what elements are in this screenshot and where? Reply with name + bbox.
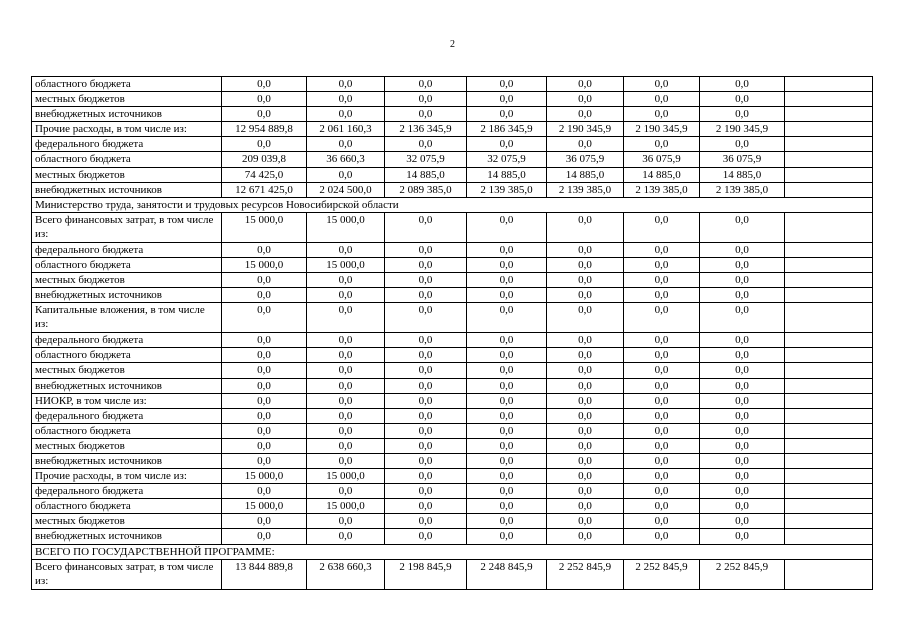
value-cell: 0,0 bbox=[222, 137, 307, 152]
value-cell: 32 075,9 bbox=[467, 152, 547, 167]
value-cell: 0,0 bbox=[624, 423, 700, 438]
value-cell bbox=[785, 77, 873, 92]
value-cell: 0,0 bbox=[467, 273, 547, 288]
table-row bbox=[32, 514, 873, 529]
value-cell: 0,0 bbox=[467, 529, 547, 544]
value-cell: 0,0 bbox=[222, 514, 307, 529]
value-cell: 0,0 bbox=[467, 348, 547, 363]
table-row bbox=[32, 348, 873, 363]
value-cell: 0,0 bbox=[307, 484, 385, 499]
value-cell: 0,0 bbox=[624, 273, 700, 288]
row-label: внебюджетных источников bbox=[32, 529, 222, 544]
value-cell: 0,0 bbox=[700, 529, 785, 544]
value-cell: 0,0 bbox=[547, 348, 624, 363]
value-cell: 0,0 bbox=[624, 303, 700, 333]
value-cell: 0,0 bbox=[467, 288, 547, 303]
value-cell: 0,0 bbox=[700, 438, 785, 453]
value-cell bbox=[785, 438, 873, 453]
value-cell: 0,0 bbox=[385, 92, 467, 107]
value-cell: 0,0 bbox=[307, 333, 385, 348]
value-cell: 0,0 bbox=[467, 378, 547, 393]
value-cell: 15 000,0 bbox=[222, 499, 307, 514]
row-label: областного бюджета bbox=[32, 77, 222, 92]
value-cell: 0,0 bbox=[547, 469, 624, 484]
row-label: областного бюджета bbox=[32, 348, 222, 363]
value-cell: 0,0 bbox=[467, 438, 547, 453]
value-cell: 15 000,0 bbox=[307, 257, 385, 272]
value-cell: 0,0 bbox=[547, 408, 624, 423]
value-cell bbox=[785, 333, 873, 348]
value-cell: 0,0 bbox=[385, 303, 467, 333]
value-cell: 0,0 bbox=[547, 212, 624, 242]
row-label: местных бюджетов bbox=[32, 92, 222, 107]
value-cell bbox=[785, 167, 873, 182]
row-label: внебюджетных источников bbox=[32, 182, 222, 197]
value-cell: 0,0 bbox=[307, 514, 385, 529]
value-cell: 0,0 bbox=[547, 529, 624, 544]
value-cell: 209 039,8 bbox=[222, 152, 307, 167]
budget-table bbox=[31, 76, 873, 590]
value-cell: 36 660,3 bbox=[307, 152, 385, 167]
value-cell: 0,0 bbox=[222, 303, 307, 333]
value-cell: 0,0 bbox=[624, 514, 700, 529]
value-cell: 2 252 845,9 bbox=[700, 559, 785, 589]
table-row bbox=[32, 257, 873, 272]
value-cell: 0,0 bbox=[700, 363, 785, 378]
table-row bbox=[32, 122, 873, 137]
value-cell: 0,0 bbox=[385, 453, 467, 468]
value-cell: 0,0 bbox=[624, 92, 700, 107]
value-cell bbox=[785, 303, 873, 333]
value-cell: 0,0 bbox=[547, 303, 624, 333]
row-label: НИОКР, в том числе из: bbox=[32, 393, 222, 408]
value-cell: 0,0 bbox=[624, 378, 700, 393]
value-cell: 0,0 bbox=[547, 77, 624, 92]
value-cell: 2 190 345,9 bbox=[547, 122, 624, 137]
row-label: местных бюджетов bbox=[32, 438, 222, 453]
value-cell: 0,0 bbox=[700, 288, 785, 303]
value-cell: 0,0 bbox=[385, 438, 467, 453]
value-cell: 0,0 bbox=[307, 378, 385, 393]
value-cell: 0,0 bbox=[467, 408, 547, 423]
table-row bbox=[32, 288, 873, 303]
value-cell: 2 139 385,0 bbox=[547, 182, 624, 197]
value-cell: 0,0 bbox=[700, 333, 785, 348]
value-cell bbox=[785, 242, 873, 257]
value-cell: 0,0 bbox=[307, 438, 385, 453]
value-cell: 0,0 bbox=[700, 137, 785, 152]
value-cell: 0,0 bbox=[700, 77, 785, 92]
row-label: Капитальные вложения, в том числе из: bbox=[32, 303, 222, 333]
value-cell bbox=[785, 408, 873, 423]
value-cell: 0,0 bbox=[700, 484, 785, 499]
table-row bbox=[32, 529, 873, 544]
value-cell: 0,0 bbox=[547, 137, 624, 152]
value-cell: 0,0 bbox=[700, 212, 785, 242]
value-cell: 0,0 bbox=[624, 348, 700, 363]
value-cell: 0,0 bbox=[385, 484, 467, 499]
value-cell: 0,0 bbox=[307, 363, 385, 378]
value-cell: 2 638 660,3 bbox=[307, 559, 385, 589]
value-cell: 0,0 bbox=[307, 77, 385, 92]
value-cell: 32 075,9 bbox=[385, 152, 467, 167]
row-label: Всего финансовых затрат, в том числе из: bbox=[32, 559, 222, 589]
row-label: местных бюджетов bbox=[32, 363, 222, 378]
value-cell bbox=[785, 107, 873, 122]
table-row bbox=[32, 167, 873, 182]
table-row bbox=[32, 408, 873, 423]
value-cell: 0,0 bbox=[700, 499, 785, 514]
table-row bbox=[32, 378, 873, 393]
row-label: областного бюджета bbox=[32, 423, 222, 438]
value-cell: 2 089 385,0 bbox=[385, 182, 467, 197]
table-row bbox=[32, 438, 873, 453]
value-cell: 0,0 bbox=[385, 514, 467, 529]
value-cell: 0,0 bbox=[307, 167, 385, 182]
value-cell: 0,0 bbox=[307, 137, 385, 152]
value-cell: 0,0 bbox=[700, 469, 785, 484]
value-cell: 0,0 bbox=[222, 273, 307, 288]
value-cell: 0,0 bbox=[385, 408, 467, 423]
section-title: Министерство труда, занятости и трудовых ресурсов Новосибирской области bbox=[32, 197, 873, 212]
table-row bbox=[32, 77, 873, 92]
value-cell: 0,0 bbox=[547, 484, 624, 499]
value-cell: 0,0 bbox=[467, 77, 547, 92]
value-cell: 0,0 bbox=[385, 273, 467, 288]
row-label: областного бюджета bbox=[32, 257, 222, 272]
value-cell: 0,0 bbox=[467, 92, 547, 107]
value-cell: 2 252 845,9 bbox=[547, 559, 624, 589]
section-row bbox=[32, 197, 873, 212]
value-cell: 0,0 bbox=[307, 423, 385, 438]
table-row bbox=[32, 453, 873, 468]
value-cell: 0,0 bbox=[467, 212, 547, 242]
value-cell: 0,0 bbox=[307, 107, 385, 122]
value-cell: 0,0 bbox=[222, 378, 307, 393]
value-cell: 0,0 bbox=[700, 393, 785, 408]
table-row bbox=[32, 137, 873, 152]
value-cell: 2 248 845,9 bbox=[467, 559, 547, 589]
value-cell: 0,0 bbox=[624, 469, 700, 484]
value-cell bbox=[785, 453, 873, 468]
value-cell: 2 198 845,9 bbox=[385, 559, 467, 589]
table-row bbox=[32, 212, 873, 242]
value-cell: 2 186 345,9 bbox=[467, 122, 547, 137]
value-cell: 0,0 bbox=[385, 378, 467, 393]
value-cell: 0,0 bbox=[624, 137, 700, 152]
value-cell: 0,0 bbox=[700, 107, 785, 122]
table-row bbox=[32, 92, 873, 107]
value-cell: 12 954 889,8 bbox=[222, 122, 307, 137]
row-label: местных бюджетов bbox=[32, 167, 222, 182]
value-cell: 0,0 bbox=[547, 363, 624, 378]
value-cell: 74 425,0 bbox=[222, 167, 307, 182]
value-cell: 0,0 bbox=[467, 423, 547, 438]
value-cell: 0,0 bbox=[222, 77, 307, 92]
value-cell: 0,0 bbox=[700, 273, 785, 288]
value-cell: 0,0 bbox=[467, 469, 547, 484]
table-row bbox=[32, 363, 873, 378]
value-cell: 0,0 bbox=[547, 333, 624, 348]
value-cell: 0,0 bbox=[624, 484, 700, 499]
value-cell: 0,0 bbox=[547, 393, 624, 408]
row-label: федерального бюджета bbox=[32, 333, 222, 348]
value-cell: 0,0 bbox=[467, 303, 547, 333]
row-label: федерального бюджета bbox=[32, 484, 222, 499]
row-label: внебюджетных источников bbox=[32, 378, 222, 393]
value-cell: 0,0 bbox=[547, 273, 624, 288]
row-label: Прочие расходы, в том числе из: bbox=[32, 122, 222, 137]
row-label: местных бюджетов bbox=[32, 514, 222, 529]
value-cell: 0,0 bbox=[385, 363, 467, 378]
value-cell: 0,0 bbox=[547, 92, 624, 107]
row-label: областного бюджета bbox=[32, 499, 222, 514]
row-label: областного бюджета bbox=[32, 152, 222, 167]
value-cell: 2 190 345,9 bbox=[700, 122, 785, 137]
value-cell: 0,0 bbox=[222, 107, 307, 122]
value-cell bbox=[785, 529, 873, 544]
value-cell: 0,0 bbox=[547, 257, 624, 272]
value-cell: 0,0 bbox=[624, 499, 700, 514]
value-cell bbox=[785, 92, 873, 107]
value-cell: 0,0 bbox=[385, 212, 467, 242]
value-cell: 0,0 bbox=[222, 423, 307, 438]
value-cell: 0,0 bbox=[700, 257, 785, 272]
value-cell: 0,0 bbox=[467, 242, 547, 257]
value-cell bbox=[785, 378, 873, 393]
value-cell: 0,0 bbox=[467, 257, 547, 272]
value-cell: 0,0 bbox=[222, 529, 307, 544]
value-cell bbox=[785, 499, 873, 514]
value-cell: 15 000,0 bbox=[222, 212, 307, 242]
value-cell: 15 000,0 bbox=[222, 469, 307, 484]
value-cell: 2 139 385,0 bbox=[700, 182, 785, 197]
section-title: ВСЕГО ПО ГОСУДАРСТВЕННОЙ ПРОГРАММЕ: bbox=[32, 544, 873, 559]
table-row bbox=[32, 423, 873, 438]
value-cell: 0,0 bbox=[222, 92, 307, 107]
row-label: внебюджетных источников bbox=[32, 453, 222, 468]
value-cell: 2 024 500,0 bbox=[307, 182, 385, 197]
value-cell: 0,0 bbox=[624, 393, 700, 408]
value-cell bbox=[785, 212, 873, 242]
table-row bbox=[32, 182, 873, 197]
value-cell: 0,0 bbox=[700, 408, 785, 423]
table-row bbox=[32, 273, 873, 288]
table-row bbox=[32, 303, 873, 333]
value-cell: 0,0 bbox=[385, 469, 467, 484]
value-cell: 0,0 bbox=[385, 348, 467, 363]
value-cell: 0,0 bbox=[700, 423, 785, 438]
value-cell: 0,0 bbox=[467, 363, 547, 378]
value-cell: 15 000,0 bbox=[307, 212, 385, 242]
value-cell: 0,0 bbox=[385, 393, 467, 408]
row-label: внебюджетных источников bbox=[32, 107, 222, 122]
value-cell: 15 000,0 bbox=[307, 469, 385, 484]
value-cell: 0,0 bbox=[385, 288, 467, 303]
value-cell: 0,0 bbox=[222, 333, 307, 348]
value-cell: 0,0 bbox=[624, 288, 700, 303]
value-cell: 14 885,0 bbox=[700, 167, 785, 182]
table-row bbox=[32, 559, 873, 589]
table-row bbox=[32, 469, 873, 484]
value-cell: 0,0 bbox=[385, 137, 467, 152]
value-cell: 0,0 bbox=[700, 242, 785, 257]
value-cell: 14 885,0 bbox=[467, 167, 547, 182]
value-cell: 0,0 bbox=[222, 438, 307, 453]
row-label: внебюджетных источников bbox=[32, 288, 222, 303]
value-cell: 0,0 bbox=[700, 92, 785, 107]
value-cell: 2 139 385,0 bbox=[624, 182, 700, 197]
value-cell: 0,0 bbox=[547, 107, 624, 122]
value-cell: 0,0 bbox=[467, 333, 547, 348]
value-cell: 36 075,9 bbox=[547, 152, 624, 167]
value-cell: 0,0 bbox=[467, 107, 547, 122]
value-cell: 0,0 bbox=[624, 107, 700, 122]
value-cell: 0,0 bbox=[385, 333, 467, 348]
value-cell: 0,0 bbox=[624, 333, 700, 348]
value-cell: 0,0 bbox=[547, 438, 624, 453]
value-cell: 0,0 bbox=[467, 514, 547, 529]
value-cell: 12 671 425,0 bbox=[222, 182, 307, 197]
value-cell: 0,0 bbox=[547, 242, 624, 257]
value-cell: 0,0 bbox=[307, 348, 385, 363]
value-cell: 0,0 bbox=[547, 288, 624, 303]
value-cell: 14 885,0 bbox=[624, 167, 700, 182]
value-cell: 0,0 bbox=[700, 378, 785, 393]
value-cell: 2 139 385,0 bbox=[467, 182, 547, 197]
row-label: Прочие расходы, в том числе из: bbox=[32, 469, 222, 484]
value-cell bbox=[785, 484, 873, 499]
value-cell: 15 000,0 bbox=[222, 257, 307, 272]
table-row bbox=[32, 242, 873, 257]
value-cell: 0,0 bbox=[467, 393, 547, 408]
value-cell: 0,0 bbox=[385, 529, 467, 544]
value-cell: 0,0 bbox=[547, 423, 624, 438]
value-cell: 0,0 bbox=[222, 453, 307, 468]
value-cell bbox=[785, 122, 873, 137]
value-cell: 0,0 bbox=[222, 288, 307, 303]
value-cell bbox=[785, 273, 873, 288]
value-cell: 0,0 bbox=[467, 453, 547, 468]
table-row bbox=[32, 393, 873, 408]
value-cell bbox=[785, 423, 873, 438]
value-cell: 0,0 bbox=[307, 393, 385, 408]
row-label: Всего финансовых затрат, в том числе из: bbox=[32, 212, 222, 242]
value-cell bbox=[785, 514, 873, 529]
value-cell: 0,0 bbox=[385, 257, 467, 272]
value-cell: 0,0 bbox=[547, 378, 624, 393]
value-cell: 0,0 bbox=[307, 453, 385, 468]
value-cell: 0,0 bbox=[467, 499, 547, 514]
value-cell: 0,0 bbox=[222, 393, 307, 408]
value-cell: 2 136 345,9 bbox=[385, 122, 467, 137]
value-cell: 0,0 bbox=[547, 499, 624, 514]
value-cell: 0,0 bbox=[547, 453, 624, 468]
table-row bbox=[32, 333, 873, 348]
value-cell: 0,0 bbox=[624, 363, 700, 378]
value-cell: 2 252 845,9 bbox=[624, 559, 700, 589]
value-cell: 14 885,0 bbox=[385, 167, 467, 182]
value-cell: 0,0 bbox=[307, 408, 385, 423]
value-cell: 0,0 bbox=[385, 242, 467, 257]
value-cell: 0,0 bbox=[624, 242, 700, 257]
value-cell bbox=[785, 469, 873, 484]
value-cell: 0,0 bbox=[700, 514, 785, 529]
table-row bbox=[32, 484, 873, 499]
value-cell: 2 190 345,9 bbox=[624, 122, 700, 137]
value-cell: 0,0 bbox=[307, 303, 385, 333]
value-cell: 0,0 bbox=[547, 514, 624, 529]
value-cell: 0,0 bbox=[624, 257, 700, 272]
row-label: федерального бюджета bbox=[32, 408, 222, 423]
value-cell bbox=[785, 393, 873, 408]
row-label: федерального бюджета bbox=[32, 137, 222, 152]
row-label: федерального бюджета bbox=[32, 242, 222, 257]
value-cell bbox=[785, 137, 873, 152]
value-cell: 0,0 bbox=[700, 303, 785, 333]
value-cell: 0,0 bbox=[222, 408, 307, 423]
value-cell: 0,0 bbox=[307, 288, 385, 303]
value-cell: 14 885,0 bbox=[547, 167, 624, 182]
value-cell bbox=[785, 348, 873, 363]
value-cell: 0,0 bbox=[307, 242, 385, 257]
row-label: местных бюджетов bbox=[32, 273, 222, 288]
value-cell: 0,0 bbox=[307, 92, 385, 107]
value-cell: 36 075,9 bbox=[700, 152, 785, 167]
value-cell: 0,0 bbox=[624, 438, 700, 453]
value-cell: 0,0 bbox=[307, 529, 385, 544]
value-cell: 0,0 bbox=[222, 348, 307, 363]
table-row bbox=[32, 499, 873, 514]
value-cell: 0,0 bbox=[624, 408, 700, 423]
value-cell bbox=[785, 257, 873, 272]
value-cell: 2 061 160,3 bbox=[307, 122, 385, 137]
value-cell: 0,0 bbox=[700, 453, 785, 468]
value-cell: 0,0 bbox=[222, 242, 307, 257]
value-cell: 0,0 bbox=[222, 484, 307, 499]
value-cell: 0,0 bbox=[624, 77, 700, 92]
value-cell bbox=[785, 182, 873, 197]
value-cell: 0,0 bbox=[467, 484, 547, 499]
value-cell: 0,0 bbox=[385, 107, 467, 122]
value-cell: 15 000,0 bbox=[307, 499, 385, 514]
value-cell: 0,0 bbox=[222, 363, 307, 378]
value-cell: 36 075,9 bbox=[624, 152, 700, 167]
table-row bbox=[32, 152, 873, 167]
value-cell: 0,0 bbox=[467, 137, 547, 152]
value-cell bbox=[785, 559, 873, 589]
value-cell: 0,0 bbox=[307, 273, 385, 288]
value-cell: 0,0 bbox=[385, 423, 467, 438]
value-cell bbox=[785, 288, 873, 303]
value-cell: 0,0 bbox=[624, 212, 700, 242]
section-row bbox=[32, 544, 873, 559]
value-cell bbox=[785, 363, 873, 378]
value-cell: 0,0 bbox=[624, 529, 700, 544]
value-cell bbox=[785, 152, 873, 167]
value-cell: 0,0 bbox=[624, 453, 700, 468]
value-cell: 13 844 889,8 bbox=[222, 559, 307, 589]
value-cell: 0,0 bbox=[385, 77, 467, 92]
table-row bbox=[32, 107, 873, 122]
page-number: 2 bbox=[450, 39, 455, 50]
value-cell: 0,0 bbox=[700, 348, 785, 363]
value-cell: 0,0 bbox=[385, 499, 467, 514]
